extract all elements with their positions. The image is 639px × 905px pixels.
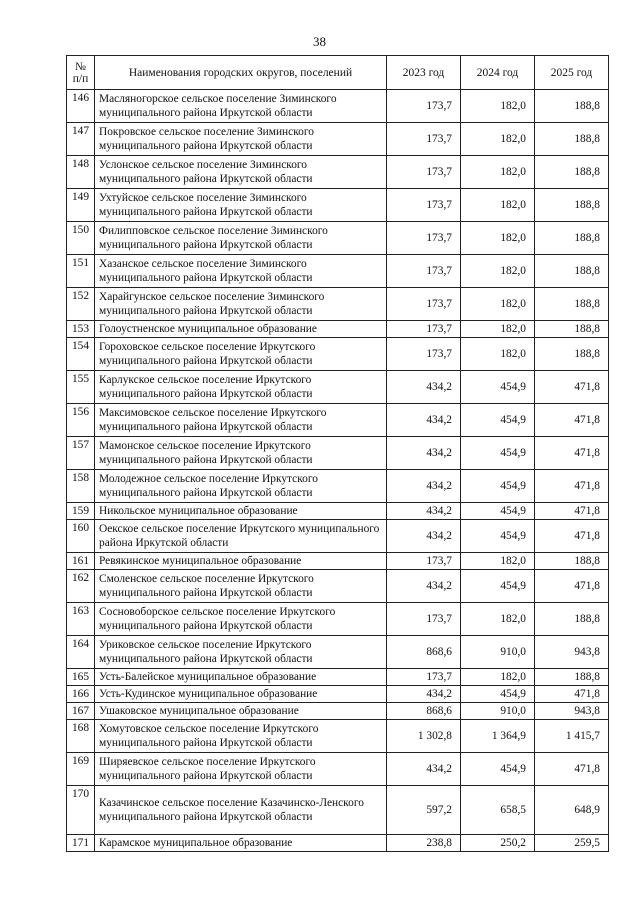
row-num: 151 <box>67 255 95 288</box>
row-2025: 188,8 <box>535 255 609 288</box>
row-2025: 259,5 <box>535 835 609 852</box>
row-2025: 471,8 <box>535 570 609 603</box>
row-name: Уриковское сельское поселение Иркутского муниципального района Иркутской области <box>95 636 387 669</box>
row-2024: 182,0 <box>461 222 535 255</box>
row-2024: 182,0 <box>461 553 535 570</box>
row-name: Филипповское сельское поселение Зиминского муниципального района Иркутской области <box>95 222 387 255</box>
table-row <box>67 520 609 553</box>
row-2025: 188,8 <box>535 90 609 123</box>
table-row <box>67 321 609 338</box>
row-name: Хомутовское сельское поселение Иркутского муниципального района Иркутской области <box>95 720 387 753</box>
row-name: Оекское сельское поселение Иркутского муниципального района Иркутской области <box>95 520 387 553</box>
table-row <box>67 636 609 669</box>
row-2025: 188,8 <box>535 288 609 321</box>
table-row <box>67 570 609 603</box>
table-row <box>67 288 609 321</box>
row-num: 158 <box>67 470 95 503</box>
row-2024: 454,9 <box>461 570 535 603</box>
row-2025: 471,8 <box>535 520 609 553</box>
row-name: Гороховское сельское поселение Иркутского муниципального района Иркутской области <box>95 338 387 371</box>
row-num: 166 <box>67 686 95 703</box>
row-2025: 188,8 <box>535 123 609 156</box>
row-2025: 471,8 <box>535 437 609 470</box>
row-name: Мамонское сельское поселение Иркутского муниципального района Иркутской области <box>95 437 387 470</box>
row-2025: 471,8 <box>535 753 609 786</box>
header-name: Наименования городских округов, поселений <box>95 56 387 90</box>
row-2025: 188,8 <box>535 222 609 255</box>
row-num: 163 <box>67 603 95 636</box>
header-2025: 2025 год <box>535 56 609 90</box>
row-2023: 173,7 <box>387 156 461 189</box>
row-2025: 188,8 <box>535 553 609 570</box>
row-2023: 173,7 <box>387 603 461 636</box>
row-2024: 910,0 <box>461 703 535 720</box>
row-2025: 471,8 <box>535 404 609 437</box>
row-2023: 434,2 <box>387 570 461 603</box>
row-2024: 454,9 <box>461 686 535 703</box>
row-name: Никольское муниципальное образование <box>95 503 387 520</box>
table-header-row <box>67 56 609 90</box>
row-2023: 1 302,8 <box>387 720 461 753</box>
row-2024: 182,0 <box>461 669 535 686</box>
row-2025: 471,8 <box>535 470 609 503</box>
row-name: Казачинское сельское поселение Казачинско-Ленского муниципального района Иркутской области <box>95 786 387 835</box>
table-row <box>67 255 609 288</box>
row-2024: 182,0 <box>461 156 535 189</box>
row-name: Молодежное сельское поселение Иркутского муниципального района Иркутской области <box>95 470 387 503</box>
table-row <box>67 222 609 255</box>
table-row <box>67 189 609 222</box>
row-num: 153 <box>67 321 95 338</box>
row-2023: 434,2 <box>387 470 461 503</box>
row-name: Голоустненское муниципальное образование <box>95 321 387 338</box>
row-2024: 454,9 <box>461 371 535 404</box>
row-2023: 868,6 <box>387 703 461 720</box>
row-2023: 434,2 <box>387 503 461 520</box>
row-name: Сосновоборское сельское поселение Иркутского муниципального района Иркутской области <box>95 603 387 636</box>
row-name: Ушаковское муниципальное образование <box>95 703 387 720</box>
row-num: 148 <box>67 156 95 189</box>
row-2023: 173,7 <box>387 321 461 338</box>
row-name: Услонское сельское поселение Зиминского муниципального района Иркутской области <box>95 156 387 189</box>
row-name: Смоленское сельское поселение Иркутского муниципального района Иркутской области <box>95 570 387 603</box>
table-row <box>67 156 609 189</box>
row-2025: 188,8 <box>535 603 609 636</box>
row-name: Усть-Кудинское муниципальное образование <box>95 686 387 703</box>
row-2023: 868,6 <box>387 636 461 669</box>
row-2024: 182,0 <box>461 123 535 156</box>
row-2023: 434,2 <box>387 437 461 470</box>
budget-table <box>66 55 609 852</box>
table-row <box>67 371 609 404</box>
row-2024: 182,0 <box>461 189 535 222</box>
row-name: Усть-Балейское муниципальное образование <box>95 669 387 686</box>
row-2023: 173,7 <box>387 222 461 255</box>
row-num: 149 <box>67 189 95 222</box>
row-2023: 173,7 <box>387 669 461 686</box>
row-num: 154 <box>67 338 95 371</box>
table-row <box>67 437 609 470</box>
row-2025: 943,8 <box>535 636 609 669</box>
row-2023: 597,2 <box>387 786 461 835</box>
row-2025: 1 415,7 <box>535 720 609 753</box>
row-num: 170 <box>67 786 95 835</box>
row-num: 171 <box>67 835 95 852</box>
table-row <box>67 786 609 835</box>
row-2023: 173,7 <box>387 189 461 222</box>
row-num: 169 <box>67 753 95 786</box>
row-2024: 1 364,9 <box>461 720 535 753</box>
row-2023: 173,7 <box>387 338 461 371</box>
row-2025: 188,8 <box>535 321 609 338</box>
table-row <box>67 90 609 123</box>
row-num: 155 <box>67 371 95 404</box>
row-name: Харайгунское сельское поселение Зиминского муниципального района Иркутской области <box>95 288 387 321</box>
row-name: Карлукское сельское поселение Иркутского муниципального района Иркутской области <box>95 371 387 404</box>
row-name: Хазанское сельское поселение Зиминского муниципального района Иркутской области <box>95 255 387 288</box>
table-row <box>67 404 609 437</box>
row-2023: 434,2 <box>387 404 461 437</box>
row-2023: 173,7 <box>387 255 461 288</box>
row-2023: 173,7 <box>387 288 461 321</box>
row-2025: 471,8 <box>535 371 609 404</box>
header-2024: 2024 год <box>461 56 535 90</box>
header-2023: 2023 год <box>387 56 461 90</box>
row-2025: 471,8 <box>535 686 609 703</box>
row-num: 157 <box>67 437 95 470</box>
row-num: 165 <box>67 669 95 686</box>
header-num: № п/п <box>67 56 95 90</box>
row-2023: 434,2 <box>387 371 461 404</box>
table-row <box>67 720 609 753</box>
row-2023: 173,7 <box>387 553 461 570</box>
row-num: 164 <box>67 636 95 669</box>
row-2024: 250,2 <box>461 835 535 852</box>
row-name: Ширяевское сельское поселение Иркутского муниципального района Иркутской области <box>95 753 387 786</box>
row-name: Карамское муниципальное образование <box>95 835 387 852</box>
row-num: 167 <box>67 703 95 720</box>
row-name: Ревякинское муниципальное образование <box>95 553 387 570</box>
row-num: 150 <box>67 222 95 255</box>
row-2024: 182,0 <box>461 321 535 338</box>
row-2025: 188,8 <box>535 338 609 371</box>
row-num: 156 <box>67 404 95 437</box>
table-row <box>67 669 609 686</box>
row-num: 161 <box>67 553 95 570</box>
row-2023: 173,7 <box>387 123 461 156</box>
table-row <box>67 686 609 703</box>
row-name: Максимовское сельское поселение Иркутского муниципального района Иркутской области <box>95 404 387 437</box>
table-body <box>67 90 609 852</box>
row-2024: 454,9 <box>461 753 535 786</box>
table-row <box>67 753 609 786</box>
row-num: 162 <box>67 570 95 603</box>
page-number: 38 <box>313 34 326 49</box>
table-row <box>67 603 609 636</box>
row-2023: 434,2 <box>387 753 461 786</box>
table-row <box>67 835 609 852</box>
row-2024: 182,0 <box>461 338 535 371</box>
table-row <box>67 703 609 720</box>
row-2025: 188,8 <box>535 189 609 222</box>
table-row <box>67 338 609 371</box>
row-2023: 434,2 <box>387 520 461 553</box>
table-row <box>67 553 609 570</box>
row-2023: 434,2 <box>387 686 461 703</box>
row-num: 168 <box>67 720 95 753</box>
row-num: 160 <box>67 520 95 553</box>
row-2024: 454,9 <box>461 520 535 553</box>
row-name: Покровское сельское поселение Зиминского муниципального района Иркутской области <box>95 123 387 156</box>
row-2025: 188,8 <box>535 156 609 189</box>
row-2024: 910,0 <box>461 636 535 669</box>
row-num: 152 <box>67 288 95 321</box>
row-2023: 238,8 <box>387 835 461 852</box>
table-row <box>67 123 609 156</box>
row-2024: 454,9 <box>461 470 535 503</box>
row-2024: 182,0 <box>461 90 535 123</box>
row-num: 147 <box>67 123 95 156</box>
row-2024: 182,0 <box>461 288 535 321</box>
row-2024: 454,9 <box>461 404 535 437</box>
row-num: 159 <box>67 503 95 520</box>
row-2024: 658,5 <box>461 786 535 835</box>
row-2025: 471,8 <box>535 503 609 520</box>
row-2024: 454,9 <box>461 503 535 520</box>
table-row <box>67 470 609 503</box>
row-2023: 173,7 <box>387 90 461 123</box>
table-row <box>67 503 609 520</box>
row-2024: 182,0 <box>461 603 535 636</box>
row-2025: 648,9 <box>535 786 609 835</box>
row-name: Масляногорское сельское поселение Зиминского муниципального района Иркутской области <box>95 90 387 123</box>
row-2025: 188,8 <box>535 669 609 686</box>
row-name: Ухтуйское сельское поселение Зиминского муниципального района Иркутской области <box>95 189 387 222</box>
row-2025: 943,8 <box>535 703 609 720</box>
row-num: 146 <box>67 90 95 123</box>
row-2024: 454,9 <box>461 437 535 470</box>
row-2024: 182,0 <box>461 255 535 288</box>
